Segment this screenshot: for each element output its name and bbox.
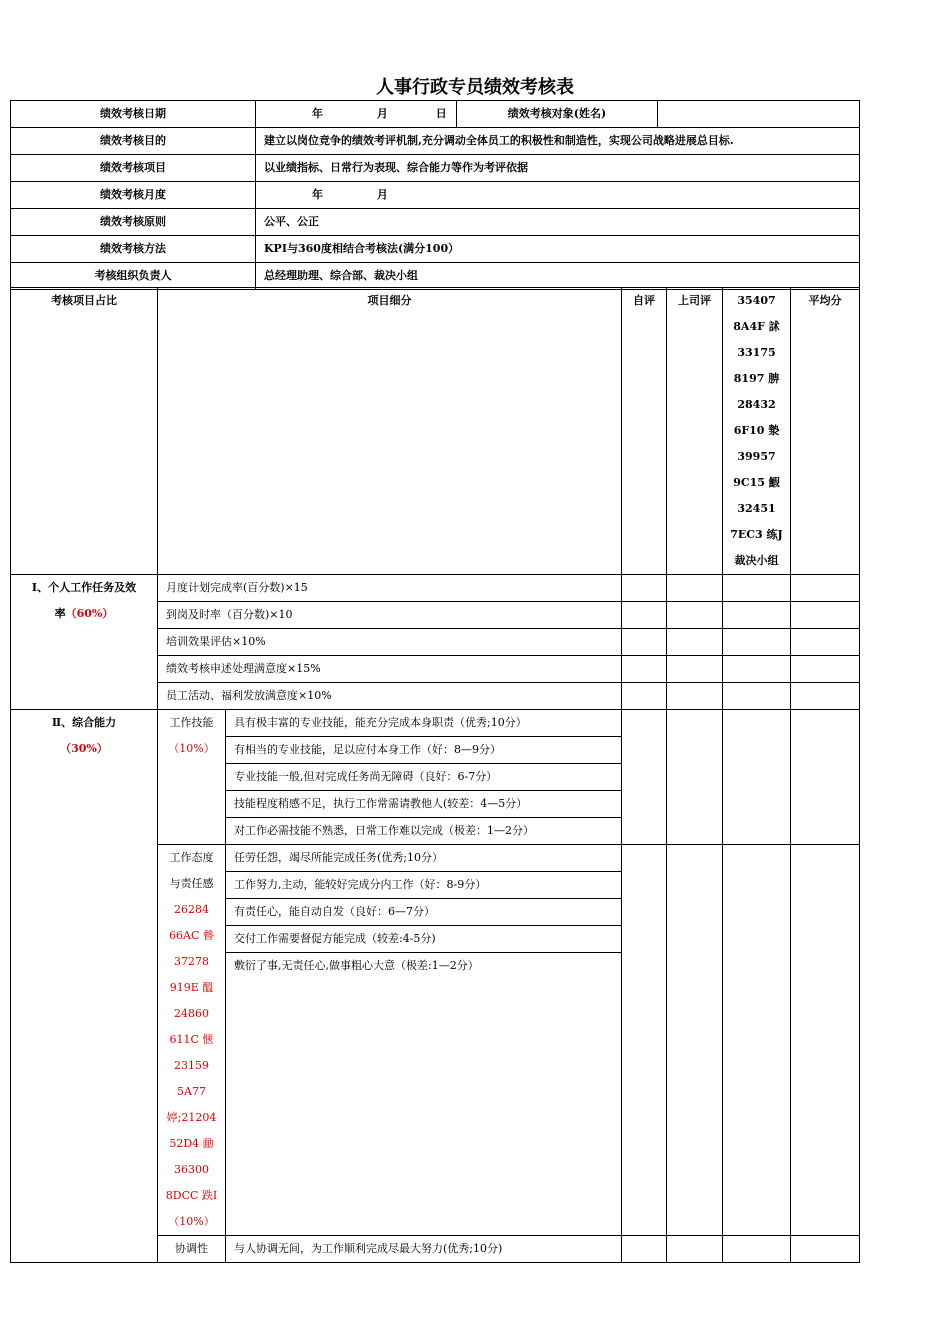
purpose-value: 建立以岗位竞争的绩效考评机制,充分调动全体员工的积极性和制造性，实现公司战略进展总目标. — [256, 128, 860, 155]
committee-score-cell[interactable] — [723, 575, 791, 602]
org-label: 考核组织负责人 — [11, 263, 256, 290]
attitude-title-line1: 工作态度 — [169, 851, 214, 864]
section2-title-text: Ⅱ、综合能力 — [51, 716, 117, 729]
superior-score-cell[interactable] — [667, 845, 723, 1236]
attitude-note-line: 611C 愜 — [169, 1033, 214, 1046]
self-score-cell[interactable] — [622, 845, 667, 1236]
committee-score-cell[interactable] — [723, 710, 791, 845]
principle-label: 绩效考核原则 — [11, 209, 256, 236]
month-field[interactable] — [256, 182, 860, 209]
header-average: 平均分 — [791, 288, 860, 575]
section2-title — [11, 710, 158, 1263]
superior-score-cell[interactable] — [667, 602, 723, 629]
attitude-item: 敷衍了事,无责任心,做事粗心大意（极差:1—2分） — [226, 953, 622, 1236]
section1-item: 培训效果评估×10% — [158, 629, 622, 656]
attitude-note-line: 919E 醞 — [169, 981, 214, 994]
section1-item: 到岗及时率（百分数)×10 — [158, 602, 622, 629]
attitude-note-line: 5A77 — [177, 1085, 206, 1098]
average-score-cell[interactable] — [791, 683, 860, 710]
superior-score-cell[interactable] — [667, 1236, 723, 1263]
coordination-title: 协调性 — [158, 1236, 226, 1263]
average-score-cell[interactable] — [791, 602, 860, 629]
committee-score-cell[interactable] — [723, 602, 791, 629]
form-title: 人事行政专员绩效考核表 — [376, 77, 574, 98]
self-score-cell[interactable] — [622, 602, 667, 629]
section1-item: 月度计划完成率(百分数)×15 — [158, 575, 622, 602]
month-label: 绩效考核月度 — [11, 182, 256, 209]
table-row — [11, 575, 860, 602]
average-score-cell[interactable] — [791, 845, 860, 1236]
average-score-cell[interactable] — [791, 1236, 860, 1263]
item-label: 绩效考核项目 — [11, 155, 256, 182]
skill-percent: （10%） — [168, 742, 215, 755]
skill-item: 专业技能一般,但对完成任务尚无障碍（良好：6-7分） — [226, 764, 622, 791]
attitude-note-line: 36300 — [174, 1163, 209, 1176]
purpose-label: 绩效考核目的 — [11, 128, 256, 155]
header-superior: 上司评 — [667, 288, 723, 575]
committee-line: 8A4F 訹 — [733, 320, 780, 333]
average-score-cell[interactable] — [791, 710, 860, 845]
table-row — [11, 710, 860, 737]
score-table — [10, 287, 860, 1263]
method-label: 绩效考核方法 — [11, 236, 256, 263]
attitude-note-line: 8DCC 跌I — [165, 1189, 218, 1202]
attitude-item: 任劳任怨，竭尽所能完成任务(优秀;10分） — [226, 845, 622, 872]
header-detail: 项目细分 — [158, 288, 622, 575]
attitude-note-line: 52D4 勔 — [169, 1137, 214, 1150]
committee-line: 39957 — [737, 450, 776, 463]
date-day: 日 — [435, 107, 447, 120]
committee-line: 裁决小组 — [734, 554, 779, 567]
attitude-note-line: 23159 — [174, 1059, 209, 1072]
attitude-note-line: 37278 — [174, 955, 209, 968]
self-score-cell[interactable] — [622, 656, 667, 683]
committee-line: 28432 — [737, 398, 776, 411]
skill-item: 对工作必需技能不熟悉，日常工作难以完成（极差：1—2分） — [226, 818, 622, 845]
committee-score-cell[interactable] — [723, 845, 791, 1236]
section1-item: 绩效考核申述处理满意度×15% — [158, 656, 622, 683]
committee-line: 8197 腗 — [733, 372, 780, 385]
committee-score-cell[interactable] — [723, 629, 791, 656]
self-score-cell[interactable] — [622, 683, 667, 710]
section2-percent: （30%） — [60, 742, 108, 755]
header-ratio: 考核项目占比 — [11, 288, 158, 575]
attitude-note-line: 婷;21204 — [166, 1111, 217, 1124]
skill-item: 技能程度稍感不足，执行工作常需请教他人(较差：4—5分） — [226, 791, 622, 818]
info-table — [10, 100, 860, 290]
superior-score-cell[interactable] — [667, 683, 723, 710]
superior-score-cell[interactable] — [667, 656, 723, 683]
org-value: 总经理助理、综合部、裁决小组 — [256, 263, 860, 290]
self-score-cell[interactable] — [622, 710, 667, 845]
section1-percent: （60%） — [65, 607, 114, 620]
principle-row — [11, 209, 860, 236]
header-committee — [723, 288, 791, 575]
month-month: 月 — [376, 188, 388, 201]
skill-item: 有相当的专业技能，足以应付本身工作（好：8—9分） — [226, 737, 622, 764]
method-value: KPI与360度相结合考核法(满分100） — [256, 236, 860, 263]
average-score-cell[interactable] — [791, 629, 860, 656]
self-score-cell[interactable] — [622, 1236, 667, 1263]
section1-title — [11, 575, 158, 710]
committee-score-cell[interactable] — [723, 656, 791, 683]
self-score-cell[interactable] — [622, 629, 667, 656]
committee-score-cell[interactable] — [723, 683, 791, 710]
skill-item: 具有极丰富的专业技能，能充分完成本身职责（优秀;10分） — [226, 710, 622, 737]
subject-field[interactable] — [658, 101, 860, 128]
header-self: 自评 — [622, 288, 667, 575]
attitude-note-line: 26284 — [174, 903, 209, 916]
date-label: 绩效考核日期 — [11, 101, 256, 128]
committee-line: 32451 — [737, 502, 776, 515]
date-year: 年 — [312, 107, 323, 120]
month-row — [11, 182, 860, 209]
month-year: 年 — [312, 188, 323, 201]
principle-value: 公平、公正 — [256, 209, 860, 236]
self-score-cell[interactable] — [622, 575, 667, 602]
committee-line: 9C15 鰕 — [733, 476, 780, 489]
date-month: 月 — [376, 107, 388, 120]
attitude-title-line2: 与责任感 — [169, 877, 214, 890]
attitude-percent: （10%） — [168, 1215, 215, 1228]
attitude-item: 工作努力,主动，能较好完成分内工作（好：8-9分） — [226, 872, 622, 899]
purpose-row — [11, 128, 860, 155]
superior-score-cell[interactable] — [667, 629, 723, 656]
committee-line: 7EC3 练J — [730, 528, 783, 541]
committee-line: 6F10 漐 — [733, 424, 780, 437]
superior-score-cell[interactable] — [667, 710, 723, 845]
skill-title-text: 工作技能 — [169, 716, 214, 729]
section1-item: 员工活动、福利发放满意度×10% — [158, 683, 622, 710]
org-row — [11, 263, 860, 290]
date-field[interactable] — [256, 101, 457, 128]
date-row — [11, 101, 860, 128]
average-score-cell[interactable] — [791, 656, 860, 683]
section1-title-line1: Ⅰ、个人工作任务及效 — [31, 581, 137, 594]
attitude-title — [158, 845, 226, 1236]
score-header-row — [11, 288, 860, 575]
average-score-cell[interactable] — [791, 575, 860, 602]
committee-line: 35407 — [737, 294, 776, 307]
item-row — [11, 155, 860, 182]
subject-label: 绩效考核对象(姓名) — [457, 101, 658, 128]
attitude-item: 有责任心，能自动自发（良好：6—7分） — [226, 899, 622, 926]
method-row — [11, 236, 860, 263]
committee-score-cell[interactable] — [723, 1236, 791, 1263]
committee-line: 33175 — [737, 346, 776, 359]
coordination-item: 与人协调无间，为工作顺利完成尽最大努力(优秀;10分) — [226, 1236, 622, 1263]
superior-score-cell[interactable] — [667, 575, 723, 602]
section1-title-line2: 率（60%） — [54, 607, 114, 620]
skill-title — [158, 710, 226, 845]
attitude-item: 交付工作需要督促方能完成（较差:4-5分) — [226, 926, 622, 953]
item-value: 以业绩指标、日常行为表现、综合能力等作为考评依据 — [256, 155, 860, 182]
attitude-note-line: 66AC 暬 — [169, 929, 214, 942]
attitude-note-line: 24860 — [174, 1007, 209, 1020]
